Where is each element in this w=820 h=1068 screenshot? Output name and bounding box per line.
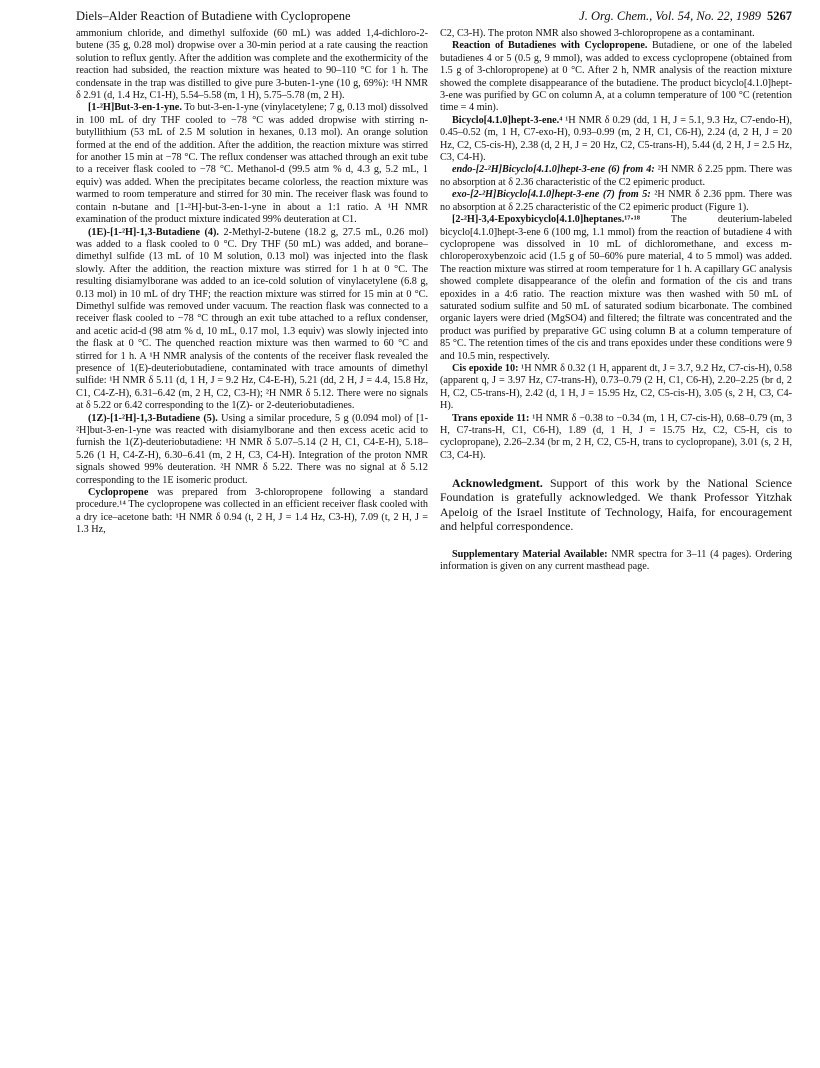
supplementary-heading: Supplementary Material Available: (452, 549, 608, 561)
paragraph-text: Butadiene, or one of the labeled butadienes 4 or 5 (0.5 g, 9 mmol), was added to excess cyclopropene (obtained from 1.5 g of 3-chloropropene) at 0 °C. After 2 h, NMR analysis of the reaction mixture showed the complete disappearance of the butadiene. The product bicyclo[4.1.0]hept-3-ene was purified by GC on column A, at a column temperature of 100 °C (retention time = 4 min). (440, 40, 793, 114)
paragraph-heading: (1Z)-[1-²H]-1,3-Butadiene (5). (88, 412, 218, 424)
paragraph-text: ammonium chloride, and dimethyl sulfoxide (60 mL) was added 1,4-dichloro-2-butene (35 g, 0.28 mol) dropwise over a 30-min period at a rate causing the reaction solution to reflux gently. After the addition was complete and the exothermicity of the reaction had subsided, the reaction mixture was heated to 90–110 °C for 1 h. The condensate in the trap was distilled to give pure 3-buten-1-yne (10 g, 69%): ¹H NMR δ 2.91 (d, 1.4 Hz, C1-H), 5.54–5.58 (m, 1 H), 5.75–5.78 (m, 2 H). (76, 28, 428, 102)
paragraph (76, 227, 428, 413)
paragraph (440, 164, 792, 189)
paragraph-text: Using a similar procedure, 5 g (0.094 mol) of [1-²H]but-3-en-1-yne was reacted with disiamylborane and then excess acetic acid to furnish the 1(Z)-deuteriobutadiene: ¹H NMR δ 5.07–5.14 (2 H, C1, C4-E-H), 5.18–5.26 (1 H, C4-Z-H), 6.30–6.41 (m, 2 H, C3, C4-H). Integration of the proton NMR signals showed 99% deuteration. ²H NMR δ 5.22. There was no signal at δ 5.12 corresponding to the 1E isomeric product. (76, 412, 428, 486)
paragraph-heading: Reaction of Butadienes with Cyclopropene. (452, 40, 648, 52)
acknowledgment-text: Support of this work by the National Science Foundation is gratefully acknowledged. We thank Professor Yitzhak Apeloig of the Israel Institute of Technology, Haifa, for encouragement and helpful correspondence. (440, 476, 792, 533)
paragraph (76, 102, 428, 226)
page-number: 5267 (767, 9, 792, 23)
paragraph-text: To but-3-en-1-yne (vinylacetylene; 7 g, 0.13 mol) dissolved in 100 mL of dry THF cooled to −78 °C was added dropwise with stirring n-butyllithium (53 mL of 2.5 M solution in hexanes, 0.13 mol). An orange solution formed at the end of the addition. After the addition, the reaction mixture was stirred for another 15 min at −78 °C. The reflux condenser was attached through an exit tube to a receiver flask cooled to −78 °C. Methanol-d (99.5 atm % d, 4.3 g, 5.2 mL, 1 equiv) was added. When the precipitates became colorless, the reaction mixture was warmed to room temperature and stirred for 30 min. The receiver flask was found to contain n-butane and [1-²H]-but-3-en-1-yne in about a 1:1 ratio. A ¹H NMR examination of the product mixture indicated 99% deuteration at C1. (76, 102, 428, 226)
journal-name: J. Org. Chem., Vol. 54, No. 22, 1989 (579, 9, 761, 23)
right-column (440, 28, 792, 574)
acknowledgment-heading: Acknowledgment. (452, 476, 543, 491)
paragraph-heading: [1-²H]But-3-en-1-yne. (88, 102, 182, 114)
paragraph (440, 28, 792, 40)
paragraph (76, 413, 428, 487)
paragraph-text: C2, C3-H). The proton NMR also showed 3-chloropropene as a contaminant. (440, 28, 755, 39)
paragraph-text: was prepared from 3-chloropropene following a standard procedure.¹⁴ The cyclopropene was collected in an efficient receiver flask cooled with a dry ice–acetone bath: ¹H NMR δ 0.94 (t, 2 H, J = 1.4 Hz, C3-H), 7.09 (t, 2 H, J = 1.3 Hz, (76, 487, 428, 536)
paragraph-heading: Cis epoxide 10: (452, 362, 519, 374)
paragraph (440, 413, 792, 463)
supplementary-text: NMR spectra for 3–11 (4 pages). Ordering information is given on any current masthead page. (440, 549, 792, 573)
acknowledgment (440, 476, 792, 533)
paragraph (440, 40, 792, 114)
paragraph (76, 28, 428, 102)
supplementary-material (440, 549, 792, 574)
paragraph-text: ¹H NMR δ 0.29 (dd, 1 H, J = 5.1, 9.3 Hz, C7-endo-H), 0.45–0.52 (m, 1 H, C7-exo-H), 0.93–0.99 (m, 2 H, C1, C6-H), 2.24 (d, 2 H, J = 20 Hz, C2, C5-cis-H), 2.38 (d, 2 H, J = 20 Hz, C2, C5-trans-H), 5.44 (d, 2 H, J = 2.5 Hz, C3, C4-H). (440, 114, 792, 164)
paragraph-heading: Cyclopropene (88, 487, 149, 499)
paragraph (440, 363, 792, 413)
paragraph-text: ²H NMR δ 2.25 ppm. There was no absorption at δ 2.36 characteristic of the C2 epimeric product. (440, 164, 793, 188)
paragraph (440, 189, 792, 214)
paragraph-heading: [2-²H]-3,4-Epoxybicyclo[4.1.0]heptanes.¹⁷·¹⁸ (452, 214, 640, 226)
paragraph-text: ¹H NMR δ −0.38 to −0.34 (m, 1 H, C7-cis-H), 0.68–0.79 (m, 3 H, C7-trans-H, C1, C6-H), 1.89 (d, 1 H, J = 15.75 Hz, C2, C5-H, cis to cyclopropane), 2.26–2.34 (br m, 2 H, C2, C5-H, trans to cyclopropane), 3.01 (s, 2 H, C3, C4-H). (440, 412, 792, 461)
running-header (76, 9, 792, 25)
paragraph-heading: (1E)-[1-²H]-1,3-Butadiene (4). (88, 226, 219, 238)
paragraph (440, 214, 792, 363)
paragraph-heading: Bicyclo[4.1.0]hept-3-ene.⁴ (452, 114, 563, 126)
paragraph-text: The deuterium-labeled bicyclo[4.1.0]hept-3-ene 6 (100 mg, 1.1 mmol) from the reaction of butadiene 4 with cyclopropene was dissolved in 10 mL of dichloromethane, and excess m-chloroperoxybenzoic acid (1.5 g of 50–60% pure material, 4 to 5 mmol) was added. The reaction mixture was stirred at room temperature for 1 h. A capillary GC analysis showed complete disappearance of the olefin and formation of the cis and trans epoxides in a 4:6 ratio. The reaction mixture was then washed with 50 mL of saturated sodium sulfite and 50 mL of saturated sodium bicarbonate. The combined organic layers were dried (MgSO4) and filtered; the filtrate was concentrated and the product was purified by preparative GC using column B at a column temperature of 85 °C. The retention times of the cis and trans epoxides under these conditions were 9 and 10.5 min, respectively. (440, 214, 792, 362)
paragraph-heading: Trans epoxide 11: (452, 412, 530, 424)
paragraph-text: 2-Methyl-2-butene (18.2 g, 27.5 mL, 0.26 mol) was added to a flask cooled to 0 °C. Dry THF (50 mL) was added, and borane–dimethyl sulfide (13 mL of 10 M solution, 0.13 mol) was injected into the flask slowly. After the addition, the reaction mixture was stirred for 1 h at 0 °C. The resulting disiamylborane was added to an ice-cold solution of vinylacetylene (6.8 g, 0.13 mol) in 10 mL of dry THF; the reaction mixture was stirred for 15 min at 0 °C. Dimethyl sulfide was removed under vacuum. The reaction flask was connected to a receiver flask cooled to −78 °C through an exit tube attached to a reflux condenser, and acetic acid-d (98 atm % d, 10 mL, 0.17 mol, 1.3 equiv) was slowly injected into the flask at 0 °C. The quenched reaction mixture was then warmed to 60 °C and stirred for 1 h. A ¹H NMR analysis of the contents of the receiver flask revealed the presence of 1(E)-deuteriobutadiene, contaminated with trace amounts of dimethyl sulfide: ¹H NMR δ 5.11 (d, 1 H, J = 9.2 Hz, C4-E-H), 5.21 (dd, 2 H, J = 4.4, 15.8 Hz, C1, C4-Z-H), 6.31–6.42 (m, 2 H, C2, C3-H); ²H NMR δ 5.12. There were no signals at δ 5.22 or 6.42 corresponding to the 1(Z)- or 2-deuteriobutadienes. (76, 226, 428, 412)
paragraph (440, 115, 792, 165)
paragraph (76, 487, 428, 537)
running-title: Diels–Alder Reaction of Butadiene with Cyclopropene (76, 9, 351, 23)
paragraph-heading: exo-[2-²H]Bicyclo[4.1.0]hept-3-ene (7) from 5: (452, 189, 651, 201)
left-column (76, 28, 428, 537)
paragraph-heading: endo-[2-²H]Bicyclo[4.1.0]hept-3-ene (6) from 4: (452, 164, 655, 176)
journal-citation (579, 9, 792, 24)
paragraph-text: ²H NMR δ 2.36 ppm. There was no absorption at δ 2.25 characteristic of the C2 epimeric product (Figure 1). (440, 189, 792, 213)
paragraph-text: ¹H NMR δ 0.32 (1 H, apparent dt, J = 3.7, 9.2 Hz, C7-cis-H), 0.58 (apparent q, J = 3.97 Hz, C7-trans-H), 0.73–0.79 (2 H, C1, C6-H), 2.20–2.25 (br d, 2 H, C2, C5-trans-H), 2.42 (d, 1 H, J = 15.95 Hz, C2, C5-cis-H), 3.05 (s, 2 H, C3, C4-H). (440, 362, 792, 412)
